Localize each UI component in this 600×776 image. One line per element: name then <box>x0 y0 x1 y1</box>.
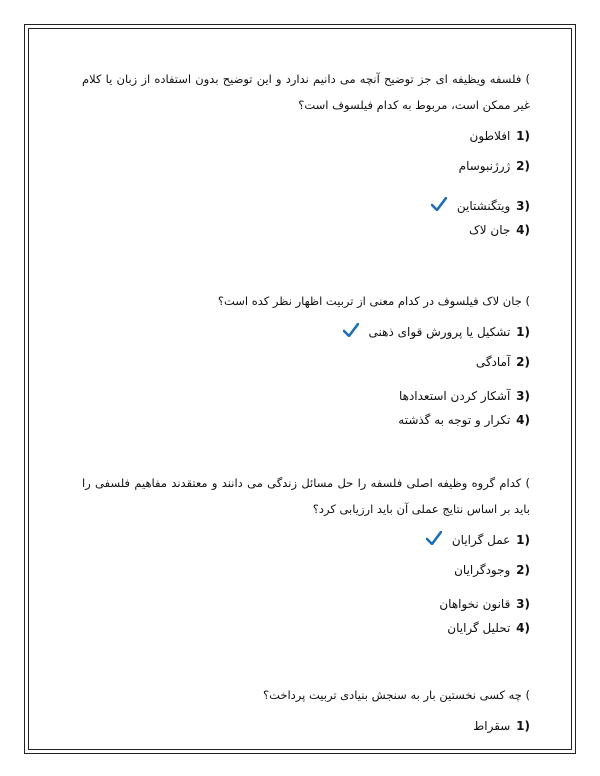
option-label: عمل گرایان <box>451 533 511 547</box>
option-label: ژرژنبوسام <box>458 159 511 173</box>
question-text: ) فلسفه ویظیفه ای جز توضیح آنچه می دانیم ندارد و این توضیح بدون استفاده از زبان یا کلام غیر ممکن است، مربوط به کدام فیلسوف است؟ <box>82 72 530 112</box>
option-label: افلاطون <box>469 129 511 143</box>
option-1[interactable] <box>82 322 530 342</box>
question-3 <box>82 470 530 638</box>
question-text: ) جان لاک فیلسوف در کدام معنی از تربیت اظهار نظر کده است؟ <box>217 294 530 308</box>
option-label: سقراط <box>473 719 511 733</box>
option-label: جان لاک <box>469 223 511 237</box>
option-number: 4) <box>516 621 530 635</box>
question-4 <box>82 682 530 736</box>
option-3[interactable] <box>82 386 530 406</box>
option-label: تشکیل یا پرورش قوای ذهنی <box>368 325 511 339</box>
question-text: ) چه کسی نخستین بار به سنجش بنیادی تربیت پرداخت؟ <box>262 688 530 702</box>
option-1[interactable] <box>82 530 530 550</box>
option-number: 1) <box>516 129 530 143</box>
option-number: 2) <box>516 563 530 577</box>
question-1 <box>82 66 530 240</box>
checkmark-icon <box>431 197 447 211</box>
option-number: 4) <box>516 223 530 237</box>
option-label: آشکار کردن استعدادها <box>398 389 511 403</box>
option-number: 1) <box>516 533 530 547</box>
option-3[interactable] <box>82 196 530 216</box>
option-number: 4) <box>516 413 530 427</box>
option-1[interactable] <box>82 716 530 736</box>
option-label: ویتگنشتاین <box>456 199 511 213</box>
option-3[interactable] <box>82 594 530 614</box>
option-label: تحلیل گرایان <box>447 621 511 635</box>
option-number: 1) <box>516 719 530 733</box>
option-number: 1) <box>516 325 530 339</box>
checkmark-icon <box>426 531 442 545</box>
option-number: 2) <box>516 355 530 369</box>
question-2 <box>82 288 530 430</box>
option-4[interactable] <box>82 618 530 638</box>
option-number: 3) <box>516 597 530 611</box>
option-2[interactable] <box>82 352 530 372</box>
option-label: وجودگرایان <box>454 563 511 577</box>
option-label: تکرار و توجه به گذشته <box>398 413 511 427</box>
option-4[interactable] <box>82 220 530 240</box>
option-1[interactable] <box>82 126 530 146</box>
option-2[interactable] <box>82 560 530 580</box>
option-number: 3) <box>516 389 530 403</box>
checkmark-icon <box>343 323 359 337</box>
quiz-content <box>82 66 530 772</box>
option-label: قانون نخواهان <box>439 597 511 611</box>
option-label: آمادگی <box>475 355 511 369</box>
question-text: ) کدام گروه وظیفه اصلی فلسفه را حل مسائل زندگی می دانند و معتقدند مفاهیم فلسفی را باید بر اساس نتایج عملی آن باید ارزیابی کرد؟ <box>82 476 530 516</box>
option-2[interactable] <box>82 156 530 176</box>
option-number: 2) <box>516 159 530 173</box>
option-number: 3) <box>516 199 530 213</box>
option-4[interactable] <box>82 410 530 430</box>
